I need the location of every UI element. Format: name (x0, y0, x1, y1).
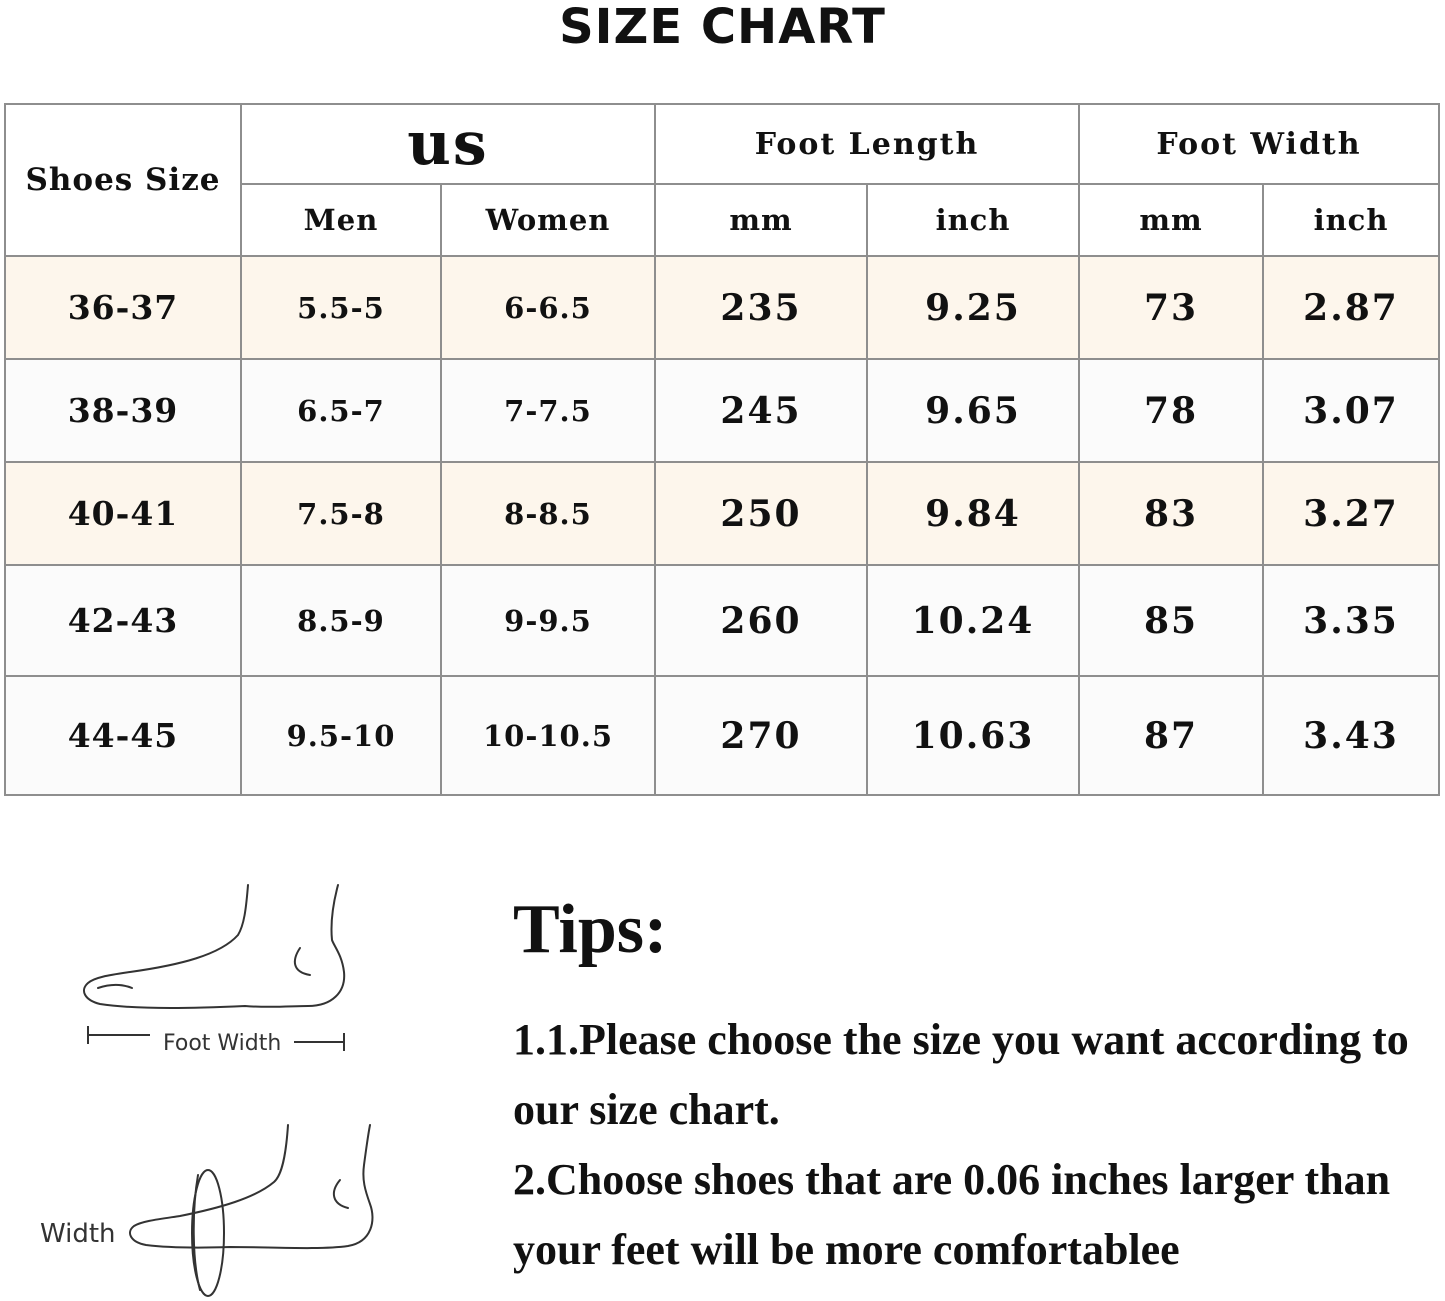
cell-width-inch: 3.27 (1263, 462, 1439, 565)
cell-us-men: 9.5-10 (241, 676, 441, 795)
foot-width-label: Foot Width (163, 1031, 282, 1056)
header-width-inch: inch (1263, 184, 1439, 256)
tip-line: 1.1.Please choose the size you want according to (513, 1015, 1409, 1064)
cell-length-mm: 245 (655, 359, 867, 462)
tips-title: Tips: (513, 891, 668, 968)
cell-width-inch: 2.87 (1263, 256, 1439, 359)
cell-width-mm: 83 (1079, 462, 1263, 565)
toe-line (98, 985, 132, 988)
cell-length-inch: 9.84 (867, 462, 1079, 565)
cell-width-mm: 73 (1079, 256, 1263, 359)
cell-width-mm: 85 (1079, 565, 1263, 676)
cell-us-women: 10-10.5 (441, 676, 655, 795)
header-shoes-size: Shoes Size (5, 104, 241, 256)
page-title: SIZE CHART (559, 0, 886, 55)
table-row (5, 676, 1439, 795)
header-women: Women (441, 184, 655, 256)
cell-us-men: 7.5-8 (241, 462, 441, 565)
foot-outline (84, 885, 344, 1008)
cell-length-inch: 10.63 (867, 676, 1079, 795)
header-us: us (241, 104, 655, 184)
width-illustration (30, 1120, 390, 1300)
cell-us-women: 8-8.5 (441, 462, 655, 565)
cell-shoes-size: 40-41 (5, 462, 241, 565)
table-row (5, 359, 1439, 462)
cell-length-mm: 235 (655, 256, 867, 359)
tip-line: 2.Choose shoes that are 0.06 inches larger than (513, 1155, 1391, 1204)
table-row (5, 256, 1439, 359)
cell-shoes-size: 42-43 (5, 565, 241, 676)
cell-length-mm: 260 (655, 565, 867, 676)
cell-us-women: 9-9.5 (441, 565, 655, 676)
size-chart-table (4, 103, 1440, 796)
cell-us-men: 6.5-7 (241, 359, 441, 462)
table-row (5, 565, 1439, 676)
header-foot-length: Foot Length (655, 104, 1079, 184)
width-label: Width (40, 1219, 116, 1249)
cell-us-women: 6-6.5 (441, 256, 655, 359)
cell-shoes-size: 36-37 (5, 256, 241, 359)
cell-width-inch: 3.43 (1263, 676, 1439, 795)
cell-us-women: 7-7.5 (441, 359, 655, 462)
header-foot-width: Foot Width (1079, 104, 1439, 184)
ankle-line (334, 1180, 348, 1208)
header-width-mm: mm (1079, 184, 1263, 256)
header-length-inch: inch (867, 184, 1079, 256)
cell-width-mm: 78 (1079, 359, 1263, 462)
tip-line: your feet will be more comfortablee (513, 1225, 1180, 1274)
cell-length-mm: 270 (655, 676, 867, 795)
cell-us-men: 5.5-5 (241, 256, 441, 359)
cell-width-mm: 87 (1079, 676, 1263, 795)
header-men: Men (241, 184, 441, 256)
cell-length-inch: 9.65 (867, 359, 1079, 462)
ankle-line (295, 948, 310, 975)
tip-line: our size chart. (513, 1085, 780, 1134)
table-row (5, 462, 1439, 565)
cell-length-inch: 9.25 (867, 256, 1079, 359)
cell-width-inch: 3.35 (1263, 565, 1439, 676)
cell-us-men: 8.5-9 (241, 565, 441, 676)
cell-shoes-size: 44-45 (5, 676, 241, 795)
cell-shoes-size: 38-39 (5, 359, 241, 462)
cell-length-mm: 250 (655, 462, 867, 565)
cell-width-inch: 3.07 (1263, 359, 1439, 462)
cell-length-inch: 10.24 (867, 565, 1079, 676)
header-length-mm: mm (655, 184, 867, 256)
foot-width-illustration (70, 880, 370, 1060)
